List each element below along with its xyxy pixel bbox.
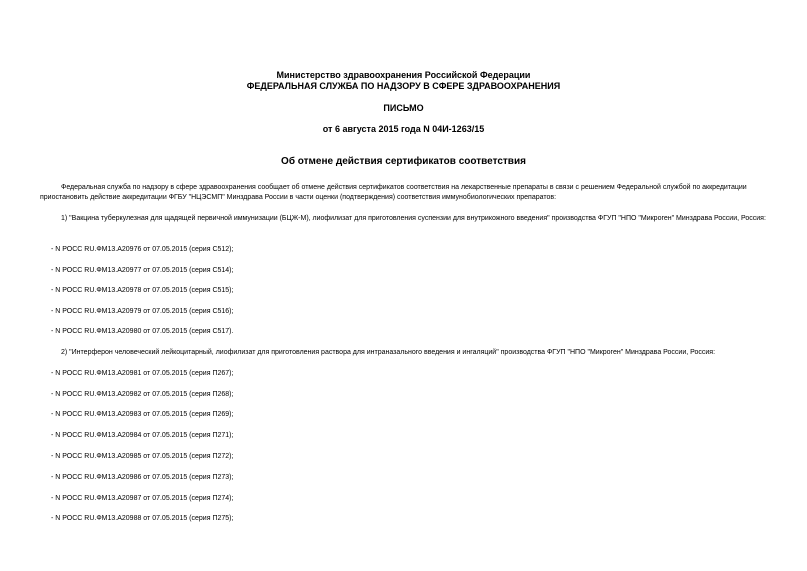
intro-paragraph: Федеральная служба по надзору в сфере здравоохранения сообщает об отмене действия сертификатов соответствия на лекарственные препараты в связи с решением Федеральной службой по аккредитации приостановить действие аккредитации ФГБУ "НЦЭСМП" Минздрава России в части оценки (подтверждения) соответствия иммунобиологических препаратов: — [40, 184, 747, 201]
certificate-item: - N РОСС RU.ФМ13.А20978 от 07.05.2015 (серия С515); — [51, 287, 234, 294]
document-date-number: от 6 августа 2015 года N 04И-1263/15 — [322, 124, 485, 134]
certificate-item: - N РОСС RU.ФМ13.А20981 от 07.05.2015 (серия П267); — [51, 370, 234, 377]
document-title: Об отмене действия сертификатов соответствия — [281, 156, 526, 167]
certificate-item: - N РОСС RU.ФМ13.А20979 от 07.05.2015 (серия С516); — [51, 308, 234, 315]
certificate-item: - N РОСС RU.ФМ13.А20985 от 07.05.2015 (серия П272); — [51, 453, 234, 460]
ministry-name: Министерство здравоохранения Российской Федерации — [276, 70, 531, 80]
certificate-item: - N РОСС RU.ФМ13.А20986 от 07.05.2015 (серия П273); — [51, 474, 234, 481]
service-name: ФЕДЕРАЛЬНАЯ СЛУЖБА ПО НАДЗОРУ В СФЕРЕ ЗДРАВООХРАНЕНИЯ — [246, 81, 561, 91]
certificate-item: - N РОСС RU.ФМ13.А20977 от 07.05.2015 (серия С514); — [51, 267, 234, 274]
certificate-item: - N РОСС RU.ФМ13.А20982 от 07.05.2015 (серия П268); — [51, 391, 234, 398]
certificate-item: - N РОСС RU.ФМ13.А20988 от 07.05.2015 (серия П275); — [51, 515, 234, 522]
section1-heading: 1) "Вакцина туберкулезная для щадящей первичной иммунизации (БЦЖ-М), лиофилизат для приготовления суспензии для внутрикожного введения" производства ФГУП "НПО "Микроген" Минздрава России, Россия: — [61, 215, 766, 222]
certificate-item: - N РОСС RU.ФМ13.А20984 от 07.05.2015 (серия П271); — [51, 432, 234, 439]
certificate-item: - N РОСС RU.ФМ13.А20987 от 07.05.2015 (серия П274); — [51, 495, 234, 502]
section2-heading: 2) "Интерферон человеческий лейкоцитарный, лиофилизат для приготовления раствора для интраназального введения и ингаляций" производства ФГУП "НПО "Микроген" Минздрава России, Россия: — [61, 349, 716, 356]
certificate-item: - N РОСС RU.ФМ13.А20976 от 07.05.2015 (серия С512); — [51, 246, 234, 253]
certificate-item: - N РОСС RU.ФМ13.А20980 от 07.05.2015 (серия С517). — [51, 328, 234, 335]
certificate-item: - N РОСС RU.ФМ13.А20983 от 07.05.2015 (серия П269); — [51, 411, 234, 418]
document-type: ПИСЬМО — [383, 103, 424, 113]
